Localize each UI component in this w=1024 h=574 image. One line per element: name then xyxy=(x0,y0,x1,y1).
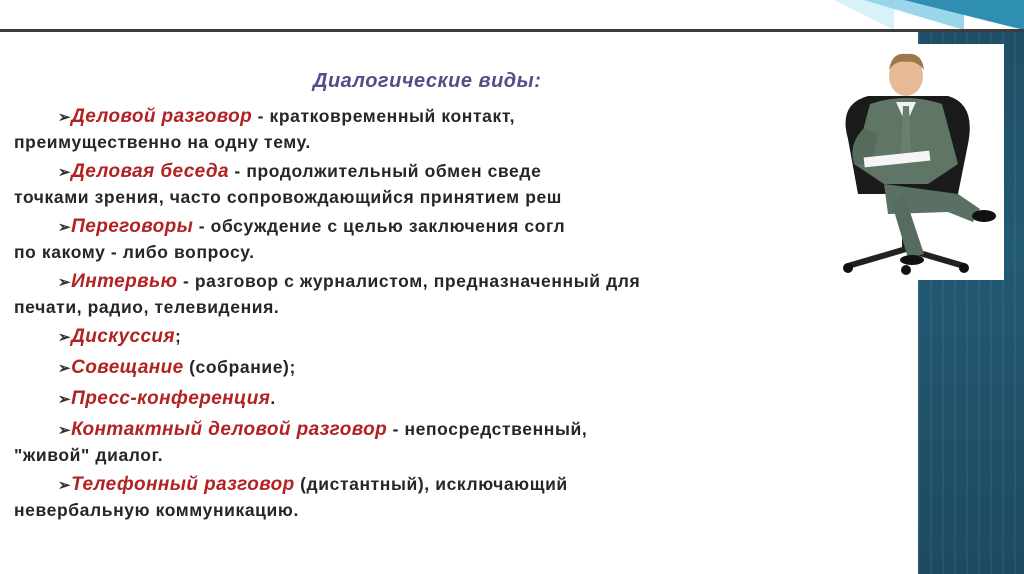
item-continuation: по какому - либо вопросу. xyxy=(14,242,255,262)
bullet-arrow-icon: ➢ xyxy=(58,274,72,291)
item-term: Пресс-конференция xyxy=(71,388,271,409)
list-item xyxy=(14,104,914,154)
slide-heading: Диалогические виды: xyxy=(313,70,542,92)
list-item xyxy=(14,324,914,350)
item-term: Контактный деловой разговор xyxy=(71,419,388,440)
item-term: Переговоры xyxy=(71,216,194,237)
item-description: - обсуждение с целью заключения согл xyxy=(193,216,566,236)
item-continuation: невербальную коммуникацию. xyxy=(14,500,299,520)
item-continuation: преимущественно на одну тему. xyxy=(14,132,311,152)
list-item xyxy=(14,159,914,209)
item-term: Деловая беседа xyxy=(71,161,229,182)
corner-accent xyxy=(784,0,1024,30)
list-item xyxy=(14,417,914,467)
list-item xyxy=(14,355,914,381)
bullet-arrow-icon: ➢ xyxy=(58,360,72,377)
item-term: Деловой разговор xyxy=(71,106,253,127)
businessman-image xyxy=(808,44,1004,280)
item-continuation: "живой" диалог. xyxy=(14,445,164,465)
item-description: ; xyxy=(175,326,182,346)
item-term: Телефонный разговор xyxy=(71,474,295,495)
item-description: - разговор с журналистом, предназначенный для xyxy=(177,271,641,291)
item-continuation: печати, радио, телевидения. xyxy=(14,297,280,317)
bullet-arrow-icon: ➢ xyxy=(58,477,72,494)
slide xyxy=(0,32,918,574)
item-description: . xyxy=(270,388,276,408)
item-list xyxy=(14,104,914,527)
bullet-arrow-icon: ➢ xyxy=(58,219,72,236)
item-description: (собрание); xyxy=(183,357,296,377)
item-term: Дискуссия xyxy=(71,326,176,347)
list-item xyxy=(14,472,914,522)
item-continuation: точками зрения, часто сопровождающийся принятием реш xyxy=(14,187,562,207)
list-item xyxy=(14,269,914,319)
item-description: - продолжительный обмен сведе xyxy=(228,161,542,181)
bullet-arrow-icon: ➢ xyxy=(58,109,72,126)
item-term: Совещание xyxy=(71,357,184,378)
bullet-arrow-icon: ➢ xyxy=(58,329,72,346)
item-description: - непосредственный, xyxy=(387,419,588,439)
list-item xyxy=(14,386,914,412)
item-term: Интервью xyxy=(71,271,178,292)
bullet-arrow-icon: ➢ xyxy=(58,422,72,439)
list-item xyxy=(14,214,914,264)
item-description: (дистантный), исключающий xyxy=(294,474,568,494)
item-description: - кратковременный контакт, xyxy=(252,106,516,126)
bullet-arrow-icon: ➢ xyxy=(58,391,72,408)
bullet-arrow-icon: ➢ xyxy=(58,164,72,181)
businessman-illustration xyxy=(808,44,1004,280)
